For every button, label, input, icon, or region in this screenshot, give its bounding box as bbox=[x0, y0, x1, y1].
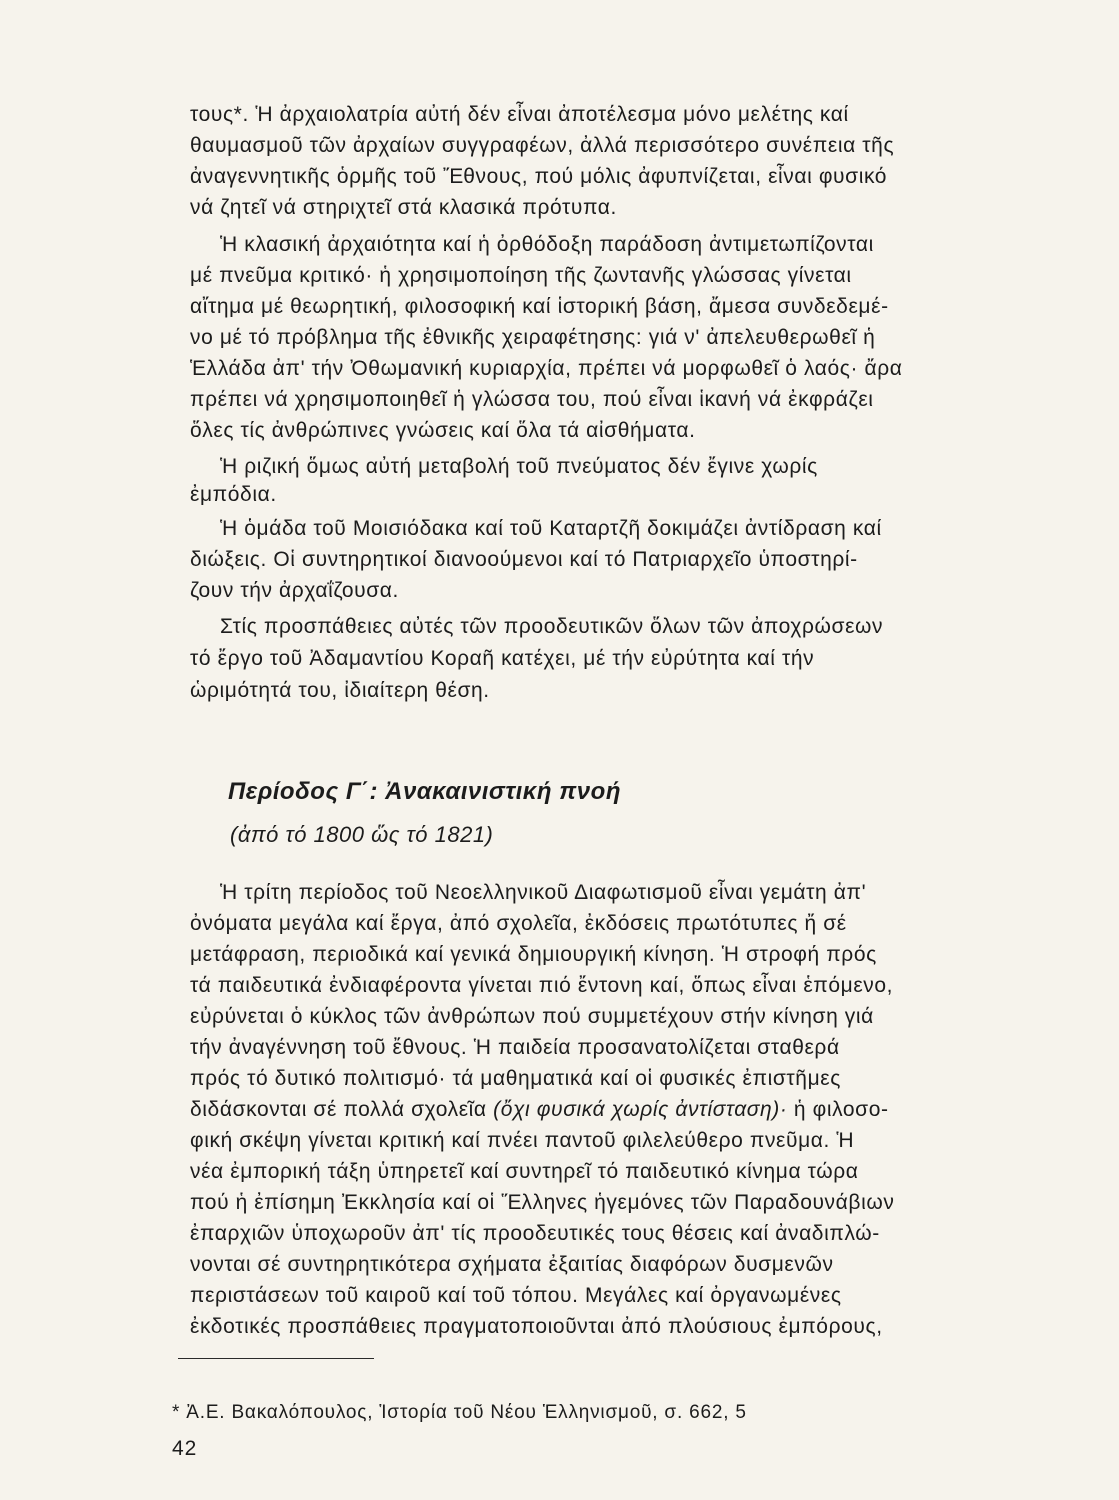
text-line: ὡριμότητά του, ἰδιαίτερη θέση. bbox=[190, 679, 490, 702]
footnote: * Ἀ.Ε. Βακαλόπουλος, Ἱστορία τοῦ Νέου Ἑλληνισμοῦ, σ. 662, 5 bbox=[172, 1402, 747, 1423]
text-line: τήν ἀναγέννηση τοῦ ἔθνους. Ἡ παιδεία προσανατολίζεται σταθερά bbox=[190, 1036, 840, 1059]
text-line: πρός τό δυτικό πολιτισμό· τά μαθηματικά καί οἱ φυσικές ἐπιστῆμες bbox=[190, 1067, 841, 1090]
text-line: Ἡ ὁμάδα τοῦ Μοισιόδακα καί τοῦ Καταρτζῆ δοκιμάζει ἀντίδραση καί bbox=[220, 517, 882, 540]
text-line: νά ζητεῖ νά στηριχτεῖ στά κλασικά πρότυπα. bbox=[190, 196, 617, 219]
text-line: ἀναγεννητικῆς ὁρμῆς τοῦ Ἔθνους, πού μόλις ἀφυπνίζεται, εἶναι φυσικό bbox=[190, 165, 888, 188]
text-line: ὀνόματα μεγάλα καί ἔργα, ἀπό σχολεῖα, ἐκδόσεις πρωτότυπες ἤ σέ bbox=[190, 912, 847, 935]
text-line: περιστάσεων τοῦ καιροῦ καί τοῦ τόπου. Μεγάλες καί ὀργανωμένες bbox=[190, 1284, 842, 1307]
text-line: ἐκδοτικές προσπάθειες πραγματοποιοῦνται ἀπό πλούσιους ἐμπόρους, bbox=[190, 1315, 883, 1338]
text-line: Ἡ κλασική ἀρχαιότητα καί ἡ ὀρθόδοξη παράδοση ἀντιμετωπίζονται bbox=[220, 233, 874, 256]
text-line: μετάφραση, περιοδικά καί γενικά δημιουργική κίνηση. Ἡ στροφή πρός bbox=[190, 943, 877, 966]
text-line: τά παιδευτικά ἐνδιαφέροντα γίνεται πιό ἔντονη καί, ὅπως εἶναι ἑπόμενο, bbox=[190, 974, 894, 997]
text-line: θαυμασμοῦ τῶν ἀρχαίων συγγραφέων, ἀλλά περισσότερο συνέπεια τῆς bbox=[190, 134, 895, 157]
text-line: νο μέ τό πρόβλημα τῆς ἐθνικῆς χειραφέτησης: γιά ν' ἀπελευθερωθεῖ ἡ bbox=[190, 326, 876, 349]
text-segment: ἡ φιλοσο- bbox=[787, 1098, 889, 1121]
page-number: 42 bbox=[172, 1437, 198, 1460]
text-line: νονται σέ συντηρητικότερα σχήματα ἐξαιτίας διαφόρων δυσμενῶν bbox=[190, 1253, 834, 1276]
text-line bbox=[190, 1097, 1046, 1123]
text-line: φική σκέψη γίνεται κριτική καί πνέει παντοῦ φιλελεύθερο πνεῦμα. Ἡ bbox=[190, 1129, 855, 1152]
text-line: ζουν τήν ἀρχαΐζουσα. bbox=[190, 579, 399, 602]
text-line: εὐρύνεται ὁ κύκλος τῶν ἀνθρώπων πού συμμετέχουν στήν κίνηση γιά bbox=[190, 1005, 874, 1028]
footnote-divider bbox=[178, 1358, 374, 1359]
text-line: ἐμπόδια. bbox=[190, 483, 277, 506]
text-line: Στίς προσπάθειες αὐτές τῶν προοδευτικῶν ὅλων τῶν ἀποχρώσεων bbox=[220, 615, 884, 638]
text-line: Ἡ τρίτη περίοδος τοῦ Νεοελληνικοῦ Διαφωτισμοῦ εἶναι γεμάτη ἀπ' bbox=[220, 881, 867, 904]
text-line: Ἡ ριζική ὅμως αὐτή μεταβολή τοῦ πνεύματος δέν ἔγινε χωρίς bbox=[220, 455, 818, 478]
text-line: μέ πνεῦμα κριτικό· ἡ χρησιμοποίηση τῆς ζωντανῆς γλώσσας γίνεται bbox=[190, 264, 852, 287]
text-line: νέα ἐμπορική τάξη ὑπηρετεῖ καί συντηρεῖ τό παιδευτικό κίνημα τώρα bbox=[190, 1160, 859, 1183]
text-line: ὅλες τίς ἀνθρώπινες γνώσεις καί ὅλα τά αἰσθήματα. bbox=[190, 419, 696, 442]
text-line: πού ἡ ἐπίσημη Ἐκκλησία καί οἱ Ἕλληνες ἡγεμόνες τῶν Παραδουνάβιων bbox=[190, 1191, 895, 1214]
text-line: διώξεις. Οἱ συντηρητικοί διανοούμενοι καί τό Πατριαρχεῖο ὑποστηρί- bbox=[190, 548, 858, 571]
text-line: αἴτημα μέ θεωρητική, φιλοσοφική καί ἱστορική βάση, ἄμεσα συνδεδεμέ- bbox=[190, 295, 889, 318]
text-line: τους*. Ἡ ἀρχαιολατρία αὐτή δέν εἶναι ἀποτέλεσμα μόνο μελέτης καί bbox=[190, 103, 849, 126]
text-segment: διδάσκονται σέ πολλά σχολεῖα bbox=[190, 1098, 487, 1121]
section-heading: Περίοδος Γ΄: Ἀνακαινιστική πνοή bbox=[228, 778, 621, 805]
italic-phrase: (ὄχι φυσικά χωρίς ἀντίσταση)· bbox=[493, 1098, 788, 1121]
text-line: ἐπαρχιῶν ὑποχωροῦν ἀπ' τίς προοδευτικές τους θέσεις καί ἀναδιπλώ- bbox=[190, 1222, 880, 1245]
text-line: πρέπει νά χρησιμοποιηθεῖ ἡ γλώσσα του, πού εἶναι ἱκανή νά ἐκφράζει bbox=[190, 388, 874, 411]
text-line: τό ἔργο τοῦ Ἀδαμαντίου Κοραῆ κατέχει, μέ τήν εὐρύτητα καί τήν bbox=[190, 647, 815, 670]
section-subheading: (ἀπό τό 1800 ὥς τό 1821) bbox=[230, 822, 494, 847]
text-line: Ἑλλάδα ἀπ' τήν Ὀθωμανική κυριαρχία, πρέπει νά μορφωθεῖ ὁ λαός· ἄρα bbox=[190, 357, 903, 380]
